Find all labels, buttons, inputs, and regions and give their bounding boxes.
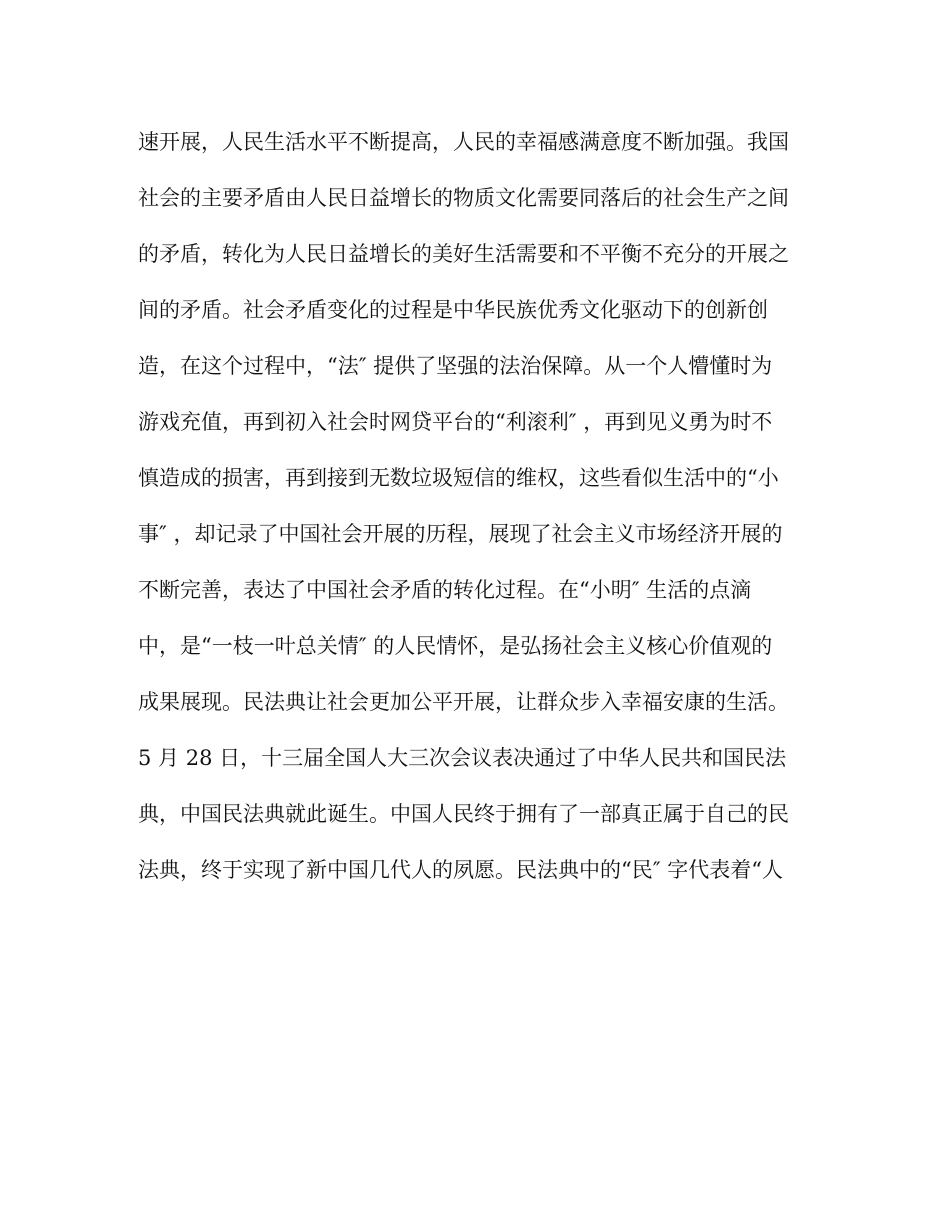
text-line: 的矛盾，转化为人民日益增长的美好生活需要和不平衡不充分的开展之: [138, 242, 789, 266]
text-line: 成果展现。民法典让社会更加公平开展，让群众步入幸福安康的生活。: [138, 690, 789, 714]
text-line: 慎造成的损害，再到接到无数垃圾短信的维权，这些看似生活中的“小: [138, 466, 779, 490]
text-line: 中，是“一枝一叶总关情″ 的人民情怀，是弘扬社会主义核心价值观的: [138, 634, 773, 658]
text-line: 5 月 28 日，十三届全国人大三次会议表决通过了中华人民共和国民法: [138, 746, 787, 770]
text-line: 社会的主要矛盾由人民日益增长的物质文化需要同落后的社会生产之间: [138, 186, 789, 210]
text-line: 造，在这个过程中，“法″ 提供了坚强的法治保障。从一个人懵懂时为: [138, 354, 773, 378]
text-line: 游戏充值，再到初入社会时网贷平台的“利滚利″ ，再到见义勇为时不: [138, 410, 773, 434]
text-line: 不断完善，表达了中国社会矛盾的转化过程。在“小明″ 生活的点滴: [138, 578, 752, 602]
text-line: 速开展，人民生活水平不断提高，人民的幸福感满意度不断加强。我国: [138, 130, 789, 154]
text-line: 典，中国民法典就此诞生。中国人民终于拥有了一部真正属于自己的民: [138, 802, 789, 826]
text-line: 法典，终于实现了新中国几代人的夙愿。民法典中的“民″ 字代表着“人: [138, 858, 783, 882]
text-line: 事″ ，却记录了中国社会开展的历程，展现了社会主义市场经济开展的: [138, 522, 783, 546]
body-text: [138, 120, 828, 904]
text-line: 间的矛盾。社会矛盾变化的过程是中华民族优秀文化驱动下的创新创: [138, 298, 768, 322]
